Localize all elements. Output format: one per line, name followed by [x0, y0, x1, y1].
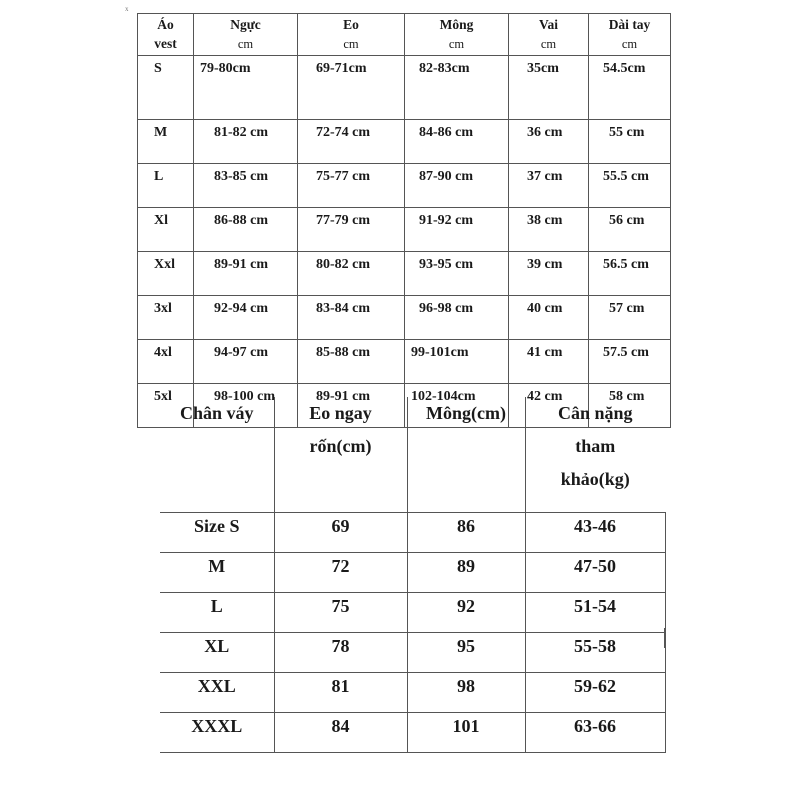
waist-cell: 75-77 cm — [298, 164, 405, 208]
vest-header-cell — [298, 14, 405, 56]
skirt-header-cell — [274, 397, 407, 513]
size-cell: M — [160, 553, 274, 593]
sleeve-cell: 56 cm — [589, 208, 671, 252]
header-sub: cm — [540, 37, 557, 51]
table-row — [160, 713, 665, 753]
hip-cell: 95 — [407, 633, 525, 673]
chest-cell: 89-91 cm — [194, 252, 298, 296]
hip-cell: 84-86 cm — [405, 120, 509, 164]
size-cell: S — [138, 56, 194, 120]
hip-cell: 89 — [407, 553, 525, 593]
shoulder-cell: 35cm — [509, 56, 589, 120]
waist-cell: 81 — [274, 673, 407, 713]
shoulder-cell: 40 cm — [509, 296, 589, 340]
chest-cell: 81-82 cm — [194, 120, 298, 164]
border-tick — [664, 628, 666, 648]
size-cell: 4xl — [138, 340, 194, 384]
waist-cell: 72 — [274, 553, 407, 593]
header-line: rốn(cm) — [309, 436, 372, 456]
table-row — [138, 340, 671, 384]
header-title: Áo — [157, 17, 174, 32]
table-row — [138, 296, 671, 340]
header-title: Ngực — [230, 17, 261, 32]
hip-cell: 96-98 cm — [405, 296, 509, 340]
skirt-header-cell — [160, 397, 274, 513]
size-cell: L — [138, 164, 194, 208]
header-line: Chân váy — [179, 403, 254, 423]
table-row — [160, 513, 665, 553]
header-title: Eo — [343, 17, 359, 32]
header-line: Mông(cm) — [426, 403, 506, 423]
size-cell: 3xl — [138, 296, 194, 340]
header-sub: vest — [154, 36, 177, 51]
waist-cell: 85-88 cm — [298, 340, 405, 384]
table-row — [138, 120, 671, 164]
hip-cell: 101 — [407, 713, 525, 753]
shoulder-cell: 42 cm — [509, 384, 589, 428]
table-row — [160, 673, 665, 713]
hip-cell: 87-90 cm — [405, 164, 509, 208]
waist-cell: 84 — [274, 713, 407, 753]
shoulder-cell: 39 cm — [509, 252, 589, 296]
sleeve-cell: 58 cm — [589, 384, 671, 428]
hip-cell: 99-101cm — [405, 340, 509, 384]
skirt-header-cell — [525, 397, 665, 513]
header-sub: cm — [237, 37, 254, 51]
hip-cell: 91-92 cm — [405, 208, 509, 252]
size-cell: Xxl — [138, 252, 194, 296]
skirt-header-row — [160, 397, 665, 513]
table-row — [138, 252, 671, 296]
waist-cell: 89-91 cm — [298, 384, 405, 428]
vest-header-cell — [589, 14, 671, 56]
hip-cell: 98 — [407, 673, 525, 713]
size-cell: Xl — [138, 208, 194, 252]
size-cell: M — [138, 120, 194, 164]
header-title: Dài tay — [608, 17, 651, 32]
vest-header-cell — [194, 14, 298, 56]
vest-header-cell — [509, 14, 589, 56]
chest-cell: 92-94 cm — [194, 296, 298, 340]
waist-cell: 75 — [274, 593, 407, 633]
waist-cell: 69-71cm — [298, 56, 405, 120]
shoulder-cell: 38 cm — [509, 208, 589, 252]
header-title: Vai — [538, 17, 558, 32]
hip-cell: 93-95 cm — [405, 252, 509, 296]
corner-mark: x — [125, 5, 129, 13]
size-cell: 5xl — [138, 384, 194, 428]
vest-header-cell — [405, 14, 509, 56]
size-cell: L — [160, 593, 274, 633]
weight-cell: 63-66 — [525, 713, 665, 753]
size-cell: Size S — [160, 513, 274, 553]
table-row — [138, 56, 671, 120]
table-row — [160, 593, 665, 633]
skirt-size-table — [160, 397, 666, 753]
header-sub: cm — [621, 37, 638, 51]
header-line: tham — [575, 436, 616, 456]
shoulder-cell: 37 cm — [509, 164, 589, 208]
vest-header-cell — [138, 14, 194, 56]
sleeve-cell: 57.5 cm — [589, 340, 671, 384]
chest-cell: 98-100 cm — [194, 384, 298, 428]
weight-cell: 59-62 — [525, 673, 665, 713]
waist-cell: 83-84 cm — [298, 296, 405, 340]
chest-cell: 94-97 cm — [194, 340, 298, 384]
waist-cell: 78 — [274, 633, 407, 673]
skirt-header-cell — [407, 397, 525, 513]
size-cell: XXL — [160, 673, 274, 713]
chest-cell: 86-88 cm — [194, 208, 298, 252]
waist-cell: 69 — [274, 513, 407, 553]
vest-size-table — [137, 13, 671, 428]
sleeve-cell: 55 cm — [589, 120, 671, 164]
size-cell: XXXL — [160, 713, 274, 753]
header-line: khảo(kg) — [560, 469, 630, 489]
hip-cell: 82-83cm — [405, 56, 509, 120]
weight-cell: 47-50 — [525, 553, 665, 593]
sleeve-cell: 55.5 cm — [589, 164, 671, 208]
sleeve-cell: 54.5cm — [589, 56, 671, 120]
waist-cell: 77-79 cm — [298, 208, 405, 252]
chest-cell: 83-85 cm — [194, 164, 298, 208]
waist-cell: 72-74 cm — [298, 120, 405, 164]
table-row — [138, 208, 671, 252]
table-row — [160, 553, 665, 593]
hip-cell: 102-104cm — [405, 384, 509, 428]
hip-cell: 86 — [407, 513, 525, 553]
sleeve-cell: 57 cm — [589, 296, 671, 340]
waist-cell: 80-82 cm — [298, 252, 405, 296]
weight-cell: 51-54 — [525, 593, 665, 633]
table-row — [160, 633, 665, 673]
vest-header-row — [138, 14, 671, 56]
shoulder-cell: 36 cm — [509, 120, 589, 164]
weight-cell: 43-46 — [525, 513, 665, 553]
table-row — [138, 164, 671, 208]
hip-cell: 92 — [407, 593, 525, 633]
header-sub: cm — [343, 37, 359, 51]
header-line: Cân nặng — [557, 403, 633, 423]
sleeve-cell: 56.5 cm — [589, 252, 671, 296]
chest-cell: 79-80cm — [194, 56, 298, 120]
weight-cell: 55-58 — [525, 633, 665, 673]
shoulder-cell: 41 cm — [509, 340, 589, 384]
size-cell: XL — [160, 633, 274, 673]
header-title: Mông — [439, 17, 474, 32]
header-sub: cm — [448, 37, 465, 51]
header-line: Eo ngay — [309, 403, 372, 423]
